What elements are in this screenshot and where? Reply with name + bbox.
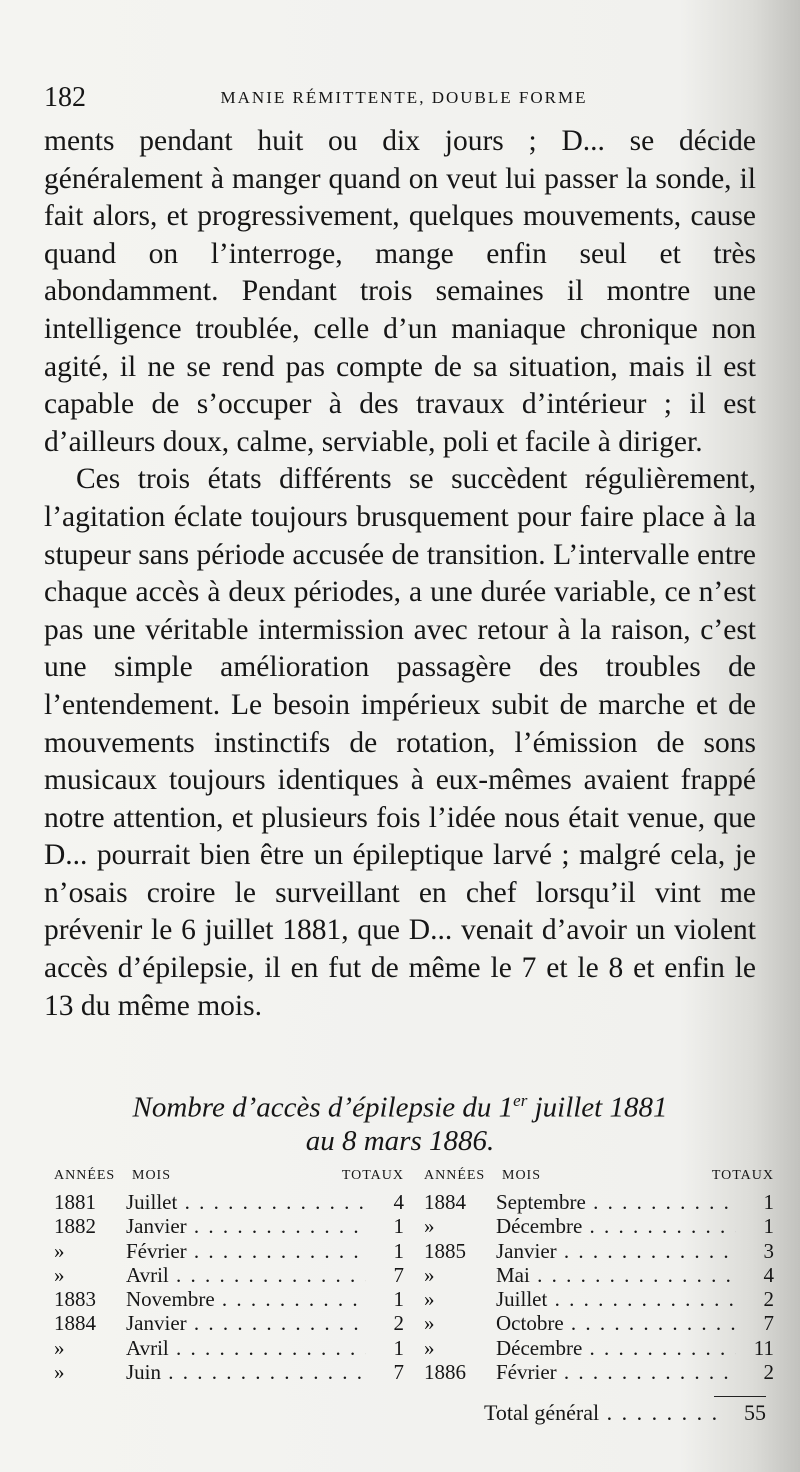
row-total: 2 bbox=[763, 1287, 774, 1312]
row-year: » bbox=[54, 1360, 65, 1385]
table-row bbox=[424, 1263, 774, 1287]
grand-total bbox=[484, 1396, 766, 1426]
row-year: 1886 bbox=[424, 1360, 466, 1385]
row-month: Février . . . bbox=[496, 1360, 736, 1384]
table-row bbox=[54, 1239, 404, 1263]
row-year: » bbox=[424, 1311, 435, 1336]
page-header bbox=[44, 82, 764, 118]
row-year: » bbox=[424, 1335, 435, 1360]
row-year: » bbox=[54, 1262, 65, 1287]
header-totals: TOTAUX bbox=[711, 1168, 774, 1183]
table-row bbox=[54, 1214, 404, 1238]
row-year: 1884 bbox=[424, 1190, 466, 1214]
row-year: » bbox=[424, 1214, 435, 1239]
paragraph: ments pendant huit ou dix jours ; D... se décide généralement à manger quand on veut lui passer la sonde, il fait alors, et progressivement, quelques mouvements, cause quand on l’interroge, mange enfin seul et très abondamment. Pendant trois semaines il montre une intelligence troublée, celle d’un maniaque chronique non agité, il ne se rend pas compte de sa situation, mais il est capable de s’occuper à des travaux d’intérieur ; il est d’ailleurs doux, calme, serviable, poli et facile à diriger. bbox=[44, 125, 756, 458]
total-rule bbox=[714, 1396, 766, 1397]
caption-line-1 bbox=[44, 1084, 756, 1125]
header-months: MOIS bbox=[132, 1168, 172, 1183]
row-year: 1885 bbox=[424, 1238, 466, 1263]
row-month: Septembre . . . bbox=[496, 1190, 736, 1214]
row-year: » bbox=[54, 1238, 65, 1263]
table-row bbox=[424, 1360, 774, 1384]
row-month: Juillet . . . bbox=[496, 1287, 736, 1311]
row-total: 4 bbox=[393, 1190, 404, 1214]
row-month: Octobre . . . bbox=[496, 1311, 736, 1335]
row-total: 11 bbox=[753, 1335, 774, 1360]
row-month: Janvier . . . bbox=[126, 1311, 366, 1335]
table-row bbox=[54, 1360, 404, 1384]
table-row bbox=[54, 1336, 404, 1360]
row-total: 3 bbox=[763, 1238, 774, 1263]
row-year: 1883 bbox=[54, 1287, 96, 1312]
paragraph: Ces trois états différents se succèdent régulièrement, l’agitation éclate toujours brusquement pour faire place à la stupeur sans période accusée de transition. L’intervalle entre chaque accès à deux périodes, a une durée variable, ce n’est pas une véritable intermission avec retour à la raison, c’est une simple amélioration passagère des troubles de l’entendement. Le besoin impérieux subit de marche et de mouvements instinctifs de rotation, l’émission de sons musicaux toujours identiques à eux-mêmes avaient frappé notre attention, et plusieurs fois l’idée nous était venue, que D... pourrait bien être un épileptique larvé ; malgré cela, je n’osais croire le surveillant en chef lorsqu’il vint me prévenir le 6 juillet 1881, que D... venait d’avoir un violent accès d’épilepsie, il en fut de même le 7 et le 8 et enfin le 13 du même mois. bbox=[44, 463, 756, 1022]
column-header bbox=[424, 1166, 774, 1190]
table-row bbox=[424, 1239, 774, 1263]
running-title: MANIE RÉMITTENTE, DOUBLE FORME bbox=[220, 88, 588, 107]
row-total: 4 bbox=[763, 1262, 774, 1287]
row-year: » bbox=[424, 1287, 435, 1312]
header-years: ANNÉES bbox=[424, 1168, 486, 1183]
table-column-left bbox=[54, 1166, 404, 1384]
row-month: Décembre . . . bbox=[496, 1214, 736, 1238]
table-row bbox=[54, 1190, 404, 1214]
row-total: 1 bbox=[393, 1214, 404, 1239]
row-month: Février . . . bbox=[126, 1239, 366, 1263]
row-year: 1881 bbox=[54, 1190, 96, 1214]
row-year: 1882 bbox=[54, 1214, 96, 1239]
table-rows bbox=[54, 1190, 404, 1384]
row-year: » bbox=[424, 1262, 435, 1287]
page-number: 182 bbox=[44, 82, 86, 113]
column-header bbox=[54, 1166, 404, 1190]
row-month: Juillet . . . bbox=[126, 1190, 366, 1214]
caption-superscript: er bbox=[513, 1091, 528, 1110]
row-month: Janvier . . . bbox=[126, 1214, 366, 1238]
row-total: 1 bbox=[763, 1214, 774, 1239]
row-total: 1 bbox=[393, 1335, 404, 1360]
table-row bbox=[424, 1336, 774, 1360]
table-row bbox=[54, 1263, 404, 1287]
table-row bbox=[424, 1311, 774, 1335]
row-month: Novembre . . . bbox=[126, 1287, 366, 1311]
table-row bbox=[424, 1190, 774, 1214]
caption-line-2: au 8 mars 1886. bbox=[305, 1124, 495, 1157]
header-totals: TOTAUX bbox=[341, 1168, 404, 1183]
row-total: 1 bbox=[763, 1190, 774, 1214]
grand-total-value: 55 bbox=[744, 1400, 766, 1425]
table-rows bbox=[424, 1190, 774, 1384]
row-total: 7 bbox=[393, 1360, 404, 1385]
header-years: ANNÉES bbox=[54, 1168, 116, 1183]
body-text bbox=[44, 123, 756, 1025]
table-column-right bbox=[424, 1166, 774, 1384]
row-total: 2 bbox=[763, 1360, 774, 1385]
row-total: 2 bbox=[393, 1311, 404, 1336]
row-year: » bbox=[54, 1335, 65, 1360]
row-month: Décembre . . . bbox=[496, 1336, 736, 1360]
caption-text: Nombre d’accès d’épilepsie du 1 bbox=[132, 1091, 514, 1124]
row-month: Avril . . . bbox=[126, 1263, 366, 1287]
row-month: Avril . . . bbox=[126, 1336, 366, 1360]
row-month: Janvier . . . bbox=[496, 1239, 736, 1263]
row-total: 7 bbox=[393, 1262, 404, 1287]
caption-text: juillet 1881 bbox=[527, 1091, 668, 1124]
row-month: Mai . . . bbox=[496, 1263, 736, 1287]
table-row bbox=[54, 1287, 404, 1311]
table-caption bbox=[44, 1084, 756, 1158]
table-row bbox=[424, 1214, 774, 1238]
table-row bbox=[424, 1287, 774, 1311]
row-month: Juin . . . bbox=[126, 1360, 366, 1384]
row-year: 1884 bbox=[54, 1311, 96, 1336]
row-total: 7 bbox=[763, 1311, 774, 1336]
row-total: 1 bbox=[393, 1238, 404, 1263]
header-months: MOIS bbox=[502, 1168, 542, 1183]
table-row bbox=[54, 1311, 404, 1335]
grand-total-label: Total général . . . bbox=[484, 1400, 718, 1426]
row-total: 1 bbox=[393, 1287, 404, 1312]
